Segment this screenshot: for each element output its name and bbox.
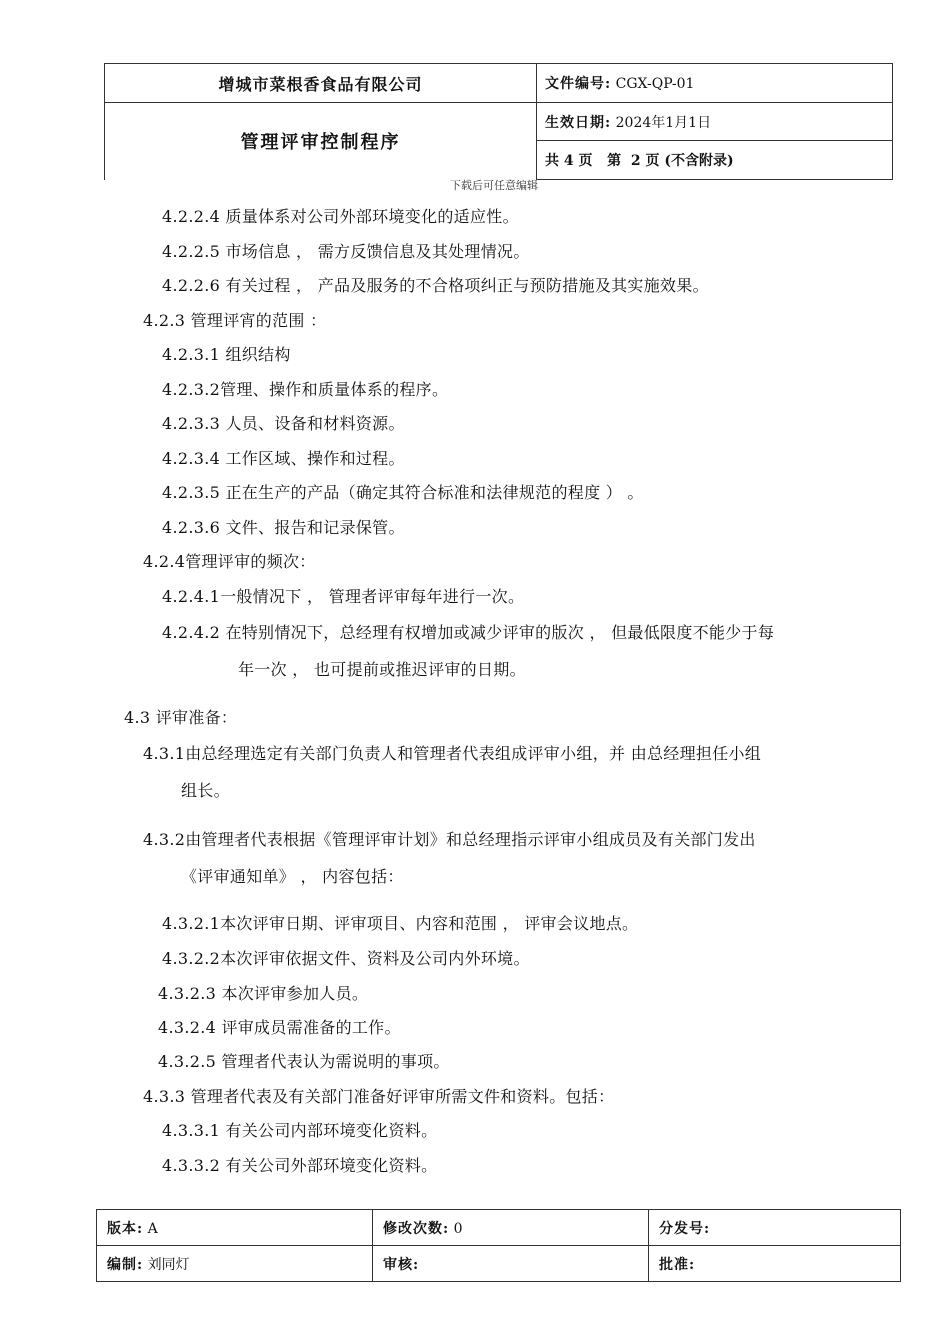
body-line: 4.3.3.2 有关公司外部环境变化资料。 <box>162 1156 438 1175</box>
body-line: 组长。 <box>181 781 230 800</box>
approve-cell: 批准: <box>649 1246 901 1282</box>
body-line: 4.2.3.4 工作区域、操作和过程。 <box>162 449 405 468</box>
body-line: 4.2.4.2 在特别情况下，总经理有权增加或减少评审的版次 ， 但最低限度不能少于每 <box>162 623 775 642</box>
version-cell: 版本: A <box>97 1210 373 1246</box>
body-line: 4.2.3.3 人员、设备和材料资源。 <box>162 414 405 433</box>
body-line: 4.2.2.6 有关过程 ， 产品及服务的不合格项纠正与预防措施及其实施效果。 <box>162 276 709 295</box>
document-header <box>104 63 893 180</box>
edit-note: 下载后可任意编辑 <box>450 179 538 192</box>
body-line: 4.3.2.1本次评审日期、评审项目、内容和范围 ， 评审会议地点。 <box>162 914 639 933</box>
document-footer <box>96 1209 901 1282</box>
revision-value: 0 <box>453 1220 463 1237</box>
doc-number-cell: 文件编号: CGX-QP-01 <box>537 64 893 103</box>
body-line: 4.2.3.1 组织结构 <box>162 345 291 364</box>
version-value: A <box>147 1220 158 1237</box>
doc-number: CGX-QP-01 <box>615 76 695 92</box>
effective-date: 2024年1月1日 <box>615 114 712 131</box>
body-line: 4.3.2由管理者代表根据《管理评审计划》和总经理指示评审小组成员及有关部门发出 <box>143 830 756 849</box>
editor-cell: 编制: 刘同灯 <box>97 1246 373 1282</box>
body-line: 4.2.3.2管理、操作和质量体系的程序。 <box>162 380 449 399</box>
body-line: 4.3.3.1 有关公司内部环境变化资料。 <box>162 1121 438 1140</box>
section-heading: 4.3 评审准备： <box>124 708 238 727</box>
revision-cell: 修改次数: 0 <box>373 1210 649 1246</box>
body-line: 4.2.3.5 正在生产的产品（确定其符合标准和法律规范的程度 ） 。 <box>162 483 644 502</box>
body-line: 4.3.2.5 管理者代表认为需说明的事项。 <box>158 1052 450 1071</box>
body-line: 《评审通知单》 ， 内容包括： <box>181 867 404 886</box>
page-count: 共 4 页 第 2 页 (不含附录) <box>537 141 893 180</box>
body-line: 4.2.2.4 质量体系对公司外部环境变化的适应性。 <box>162 207 519 226</box>
body-line: 4.2.3.6 文件、报告和记录保管。 <box>162 518 405 537</box>
body-line: 4.3.2.3 本次评审参加人员。 <box>158 984 369 1003</box>
document-title: 管理评审控制程序 <box>105 103 537 180</box>
body-line: 4.3.2.4 评审成员需准备的工作。 <box>158 1018 401 1037</box>
distribution-cell: 分发号: <box>649 1210 901 1246</box>
effective-date-cell: 生效日期: 2024年1月1日 <box>537 103 893 141</box>
review-cell: 审核: <box>373 1246 649 1282</box>
body-line: 4.3.1由总经理选定有关部门负责人和管理者代表组成评审小组，并 由总经理担任小组 <box>143 744 762 763</box>
body-line: 4.2.4.1一般情况下 ， 管理者评审每年进行一次。 <box>162 587 525 606</box>
company-name: 增城市菜根香食品有限公司 <box>105 64 537 103</box>
body-line: 4.2.4管理评审的频次： <box>143 552 316 571</box>
body-line: 年一次 ， 也可提前或推迟评审的日期。 <box>238 660 526 679</box>
body-line: 4.2.3 管理评宵的范围 ： <box>143 311 327 330</box>
body-line: 4.3.2.2本次评审依据文件、资料及公司内外环境。 <box>162 949 530 968</box>
body-line: 4.2.2.5 市场信息 ， 需方反馈信息及其处理情况。 <box>162 242 530 261</box>
body-line: 4.3.3 管理者代表及有关部门准备好评审所需文件和资料。包括： <box>143 1087 615 1106</box>
editor-value: 刘同灯 <box>147 1256 190 1273</box>
